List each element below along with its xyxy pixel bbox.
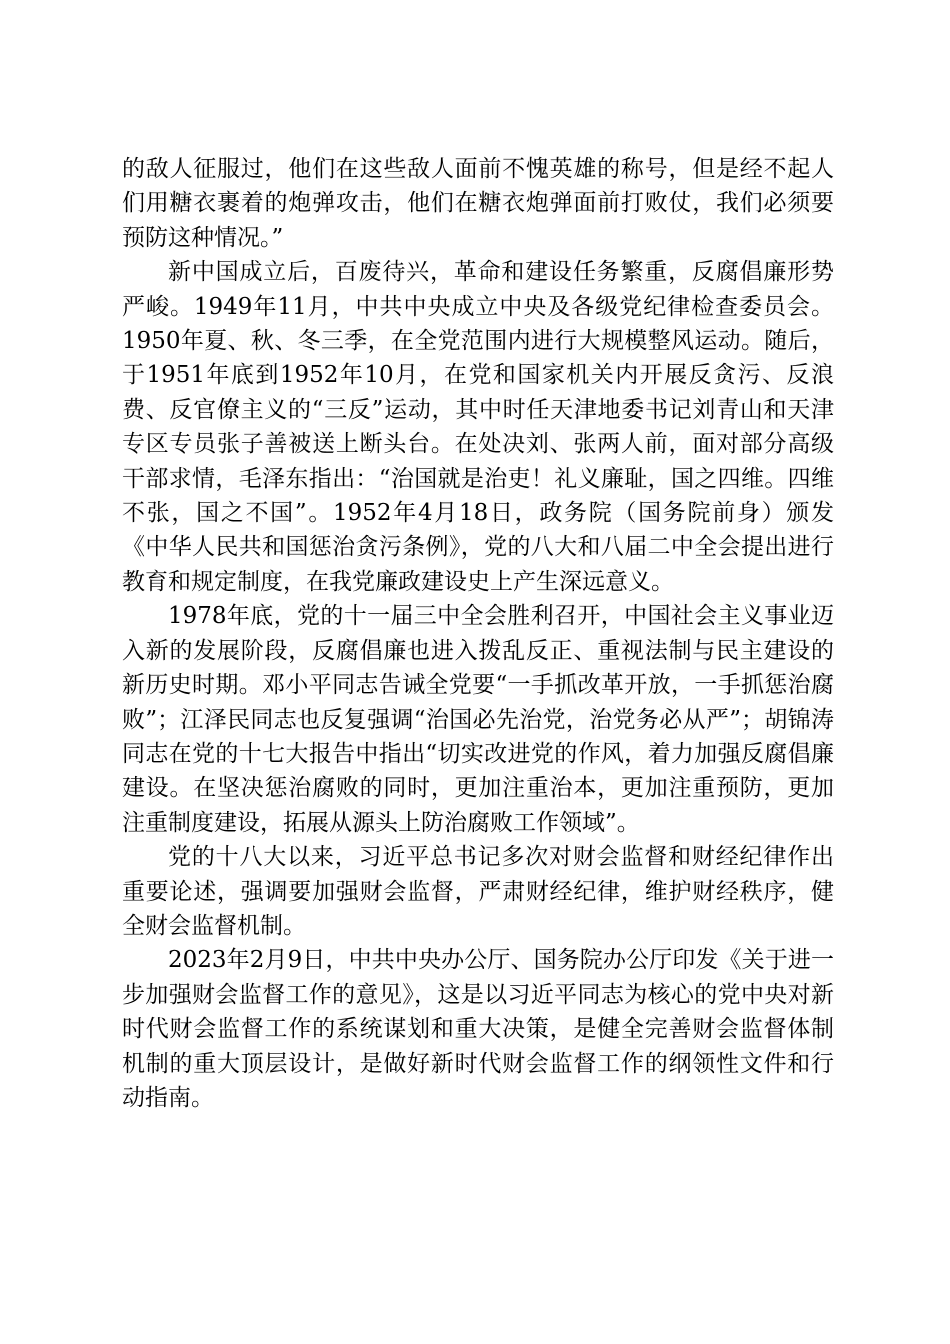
paragraph-reform-era: 1978年底，党的十一届三中全会胜利召开，中国社会主义事业迈入新的发展阶段，反腐倡廉也进入拨乱反正、重视法制与民主建设的新历史时期。邓小平同志告诫全党要“一手抓改革开放，一手抓惩治腐败”；江泽民同志也反复强调“治国必先治党，治党务必从严”；胡锦涛同志在党的十七大报告中指出“切实改进党的作风，着力加强反腐倡廉建设。在坚决惩治腐败的同时，更加注重治本，更加注重预防，更加注重制度建设，拓展从源头上防治腐败工作领域”。: [122, 603, 834, 836]
paragraph-eighteenth-congress: 党的十八大以来，习近平总书记多次对财会监督和财经纪律作出重要论述，强调要加强财会监督，严肃财经纪律，维护财经秩序，健全财会监督机制。: [122, 844, 834, 939]
document-body: [122, 152, 834, 1115]
paragraph-early-prc-anticorruption: 新中国成立后，百废待兴，革命和建设任务繁重，反腐倡廉形势严峻。1949年11月，中共中央成立中央及各级党纪律检查委员会。1950年夏、秋、冬三季，在全党范围内进行大规模整风运动。随后，于1951年底到1952年10月，在党和国家机关内开展反贪污、反浪费、反官僚主义的“三反”运动，其中时任天津地委书记刘青山和天津专区专员张子善被送上断头台。在处决刘、张两人前，面对部分高级干部求情，毛泽东指出：“治国就是治吏！礼义廉耻，国之四维。四维不张，国之不国”。1952年4月18日，政务院（国务院前身）颁发《中华人民共和国惩治贪污条例》，党的八大和八届二中全会提出进行教育和规定制度，在我党廉政建设史上产生深远意义。: [122, 259, 834, 595]
paragraph-continuation: 的敌人征服过，他们在这些敌人面前不愧英雄的称号，但是经不起人们用糖衣裹着的炮弹攻击，他们在糖衣炮弹面前打败仗，我们必须要预防这种情况。”: [122, 156, 834, 251]
paragraph-2023-opinion: 2023年2月9日，中共中央办公厅、国务院办公厅印发《关于进一步加强财会监督工作的意见》，这是以习近平同志为核心的党中央对新时代财会监督工作的系统谋划和重大决策，是健全完善财会监督体制机制的重大顶层设计，是做好新时代财会监督工作的纲领性文件和行动指南。: [122, 947, 834, 1111]
